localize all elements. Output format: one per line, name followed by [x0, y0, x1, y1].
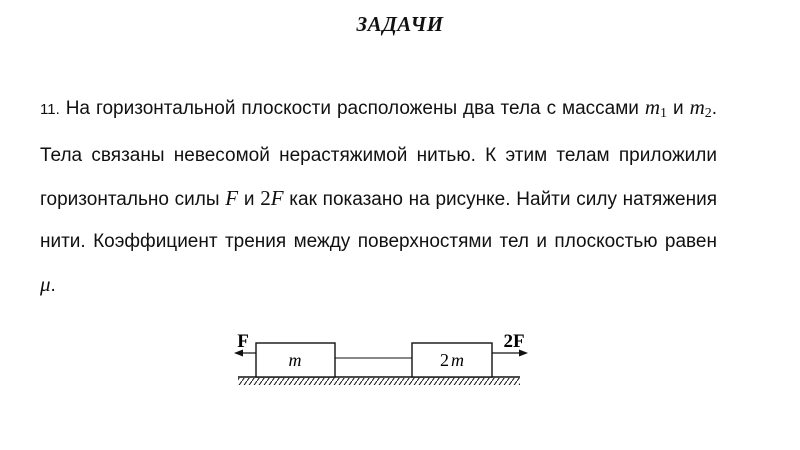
force-f-symbol: F — [225, 186, 239, 210]
block-2m-label — [440, 350, 464, 370]
mass-m1-var: m — [644, 95, 661, 119]
force-2f-coefficient: 2 — [260, 186, 271, 210]
problem-text-part-2: . Тела связаны невесомой нерастяжимой нитью. К этим телам приложили горизонтально силы — [40, 98, 718, 210]
problem-number: 11. — [40, 101, 60, 118]
force-2f-label: 2F — [503, 331, 525, 352]
mass-m2-sub: 2 — [704, 106, 712, 121]
force-2f-symbol: F — [270, 186, 284, 210]
mass-m2 — [690, 95, 712, 119]
problem-text — [40, 86, 717, 307]
block-2m-var: m — [451, 350, 464, 370]
conjunction-and: и — [667, 98, 690, 119]
problem-text-end: . — [50, 275, 56, 296]
ground-hatching — [238, 378, 520, 385]
physics-diagram — [222, 325, 552, 410]
conjunction-and-2: и — [238, 189, 261, 210]
block-2m-coefficient: 2 — [440, 350, 449, 370]
mass-m2-var: m — [689, 95, 705, 119]
mass-m1-sub: 1 — [660, 106, 668, 121]
mass-m1 — [645, 95, 667, 119]
diagram-svg — [222, 325, 552, 410]
problem-text-part-1: На горизонтальной плоскости расположены два тела с массами — [59, 98, 645, 119]
mu-symbol: μ — [40, 272, 51, 296]
block-m-label: m — [288, 350, 302, 370]
problem-text-part-3: как показано на рисунке. Найти силу натяжения нити. Коэффициент трения между поверхностями тел и плоскостью равен — [40, 189, 717, 252]
section-title: ЗАДАЧИ — [356, 12, 444, 36]
force-f-label: F — [237, 331, 249, 352]
